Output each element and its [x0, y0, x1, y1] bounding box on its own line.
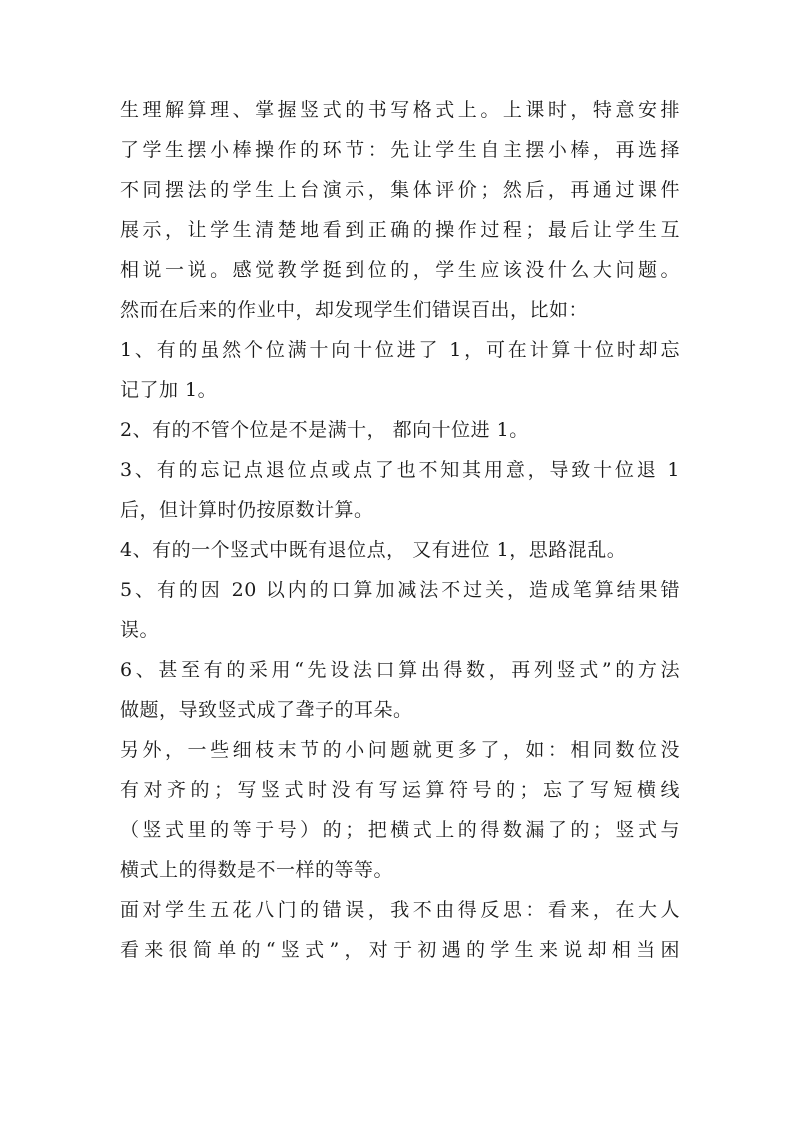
text-line: 做题，导致竖式成了聋子的耳朵。	[120, 699, 413, 721]
text-line: 另外，一些细枝末节的小问题就更多了，如：相同数位没	[120, 739, 680, 761]
text-line: 横式上的得数是不一样的等等。	[120, 859, 394, 881]
text-line: 后，但计算时仍按原数计算。	[120, 499, 374, 521]
text-line: 看来很简单的“竖式”，对于初遇的学生来说却相当困	[120, 939, 680, 961]
text-line: 相说一说。感觉教学挺到位的，学生应该没什么大问题。	[120, 259, 680, 281]
text-line: 3、有的忘记点退位点或点了也不知其用意，导致十位退 1	[120, 459, 680, 481]
text-line: 然而在后来的作业中，却发现学生们错误百出，比如：	[120, 299, 589, 321]
text-line: 2、有的不管个位是不是满十， 都向十位进 1。	[120, 419, 529, 441]
document-body	[120, 90, 680, 970]
text-line: （竖式里的等于号）的；把横式上的得数漏了的；竖式与	[120, 819, 680, 841]
text-line: 4、有的一个竖式中既有退位点， 又有进位 1，思路混乱。	[120, 539, 627, 561]
text-line: 1、有的虽然个位满十向十位进了 1，可在计算十位时却忘	[120, 339, 680, 361]
text-line: 面对学生五花八门的错误，我不由得反思：看来，在大人	[120, 899, 680, 921]
text-line: 展示，让学生清楚地看到正确的操作过程；最后让学生互	[120, 219, 680, 241]
text-line: 有对齐的；写竖式时没有写运算符号的；忘了写短横线	[120, 779, 680, 801]
text-line: 记了加 1。	[120, 379, 218, 401]
text-line: 5、有的因 20 以内的口算加减法不过关，造成笔算结果错	[120, 579, 680, 601]
text-line: 6、甚至有的采用“先设法口算出得数，再列竖式”的方法	[120, 659, 680, 681]
text-line: 生理解算理、掌握竖式的书写格式上。上课时，特意安排	[120, 99, 680, 121]
text-line: 不同摆法的学生上台演示，集体评价；然后，再通过课件	[120, 179, 680, 201]
text-line: 了学生摆小棒操作的环节：先让学生自主摆小棒，再选择	[120, 139, 680, 161]
text-line: 误。	[120, 619, 160, 641]
